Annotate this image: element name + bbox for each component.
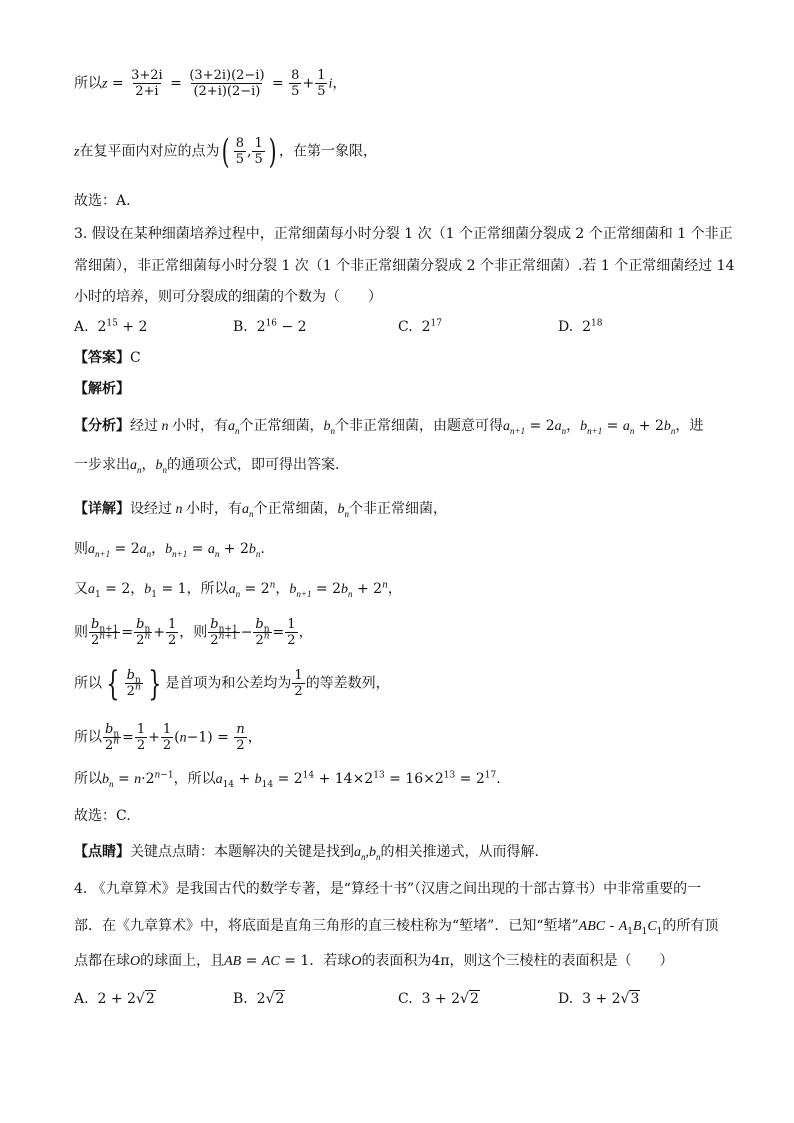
text-suffix: ，在第一象限，: [279, 143, 377, 160]
q3-xiangjie-line-7: 所以$b_n = n\cdot 2^{n-1}$，所以$a_{14} + b_{14} = 2^{14} + 14\times 2^{13} = 16\times 2^{13} = 2^{17}$.: [74, 770, 501, 790]
q3-option-b: B. $2^{16} - 2$: [233, 318, 307, 335]
text-suffix: ，: [332, 75, 347, 92]
q4-stem-line-1: 4. 《九章算术》是我国古代的数学专著，是“算经十书”（汉唐之间出现的十部古算书）中非常重要的一: [74, 881, 702, 897]
q4-option-a: A. 2 + 2√2: [74, 991, 155, 1007]
q3-xiangjie-line-1: 【详解】设经过 n 小时，有$a_n$个正常细菌，$b_n$个非正常细菌，: [74, 501, 447, 519]
q3-choice: 故选：C.: [74, 808, 131, 824]
q3-answer: 【答案】C: [74, 350, 141, 366]
q3-dianjing: 【点睛】关键点点睛：本题解决的关键是找到$a_n,b_n$的相关推递式，从而得解.: [74, 844, 539, 862]
q3-xiangjie-line-5: 所以 { $\frac{b_n}{2^n}$ } 是首项为和公差均为 $\frac{1}{2}$ 的等差数列，: [74, 663, 390, 704]
fraction: $\frac{1}{5}$: [254, 136, 263, 167]
q4-option-b: B. 2√2: [233, 991, 285, 1007]
q2-result-line: 所以z = $\frac{3+2i}{2+i}$ = $\frac{(3+2i)(2-i)}{(2+i)(2-i)}$ = $\frac{8}{5}$ + $\frac{1}{5}$ i，: [74, 68, 347, 99]
fraction: $\frac{(3+2i)(2-i)}{(2+i)(2-i)}$: [189, 68, 265, 99]
q3-option-d: D. $2^{18}$: [558, 318, 603, 335]
q3-xiangjie-line-2: 则$a_{n+1} = 2a_n$，$b_{n+1} = a_n + 2b_n$.: [74, 541, 265, 559]
fraction: $\frac{8}{5}$: [291, 68, 300, 99]
fraction: $\frac{3+2i}{2+i}$: [131, 68, 163, 99]
q3-xiangjie-line-3: 又$a_1 = 2$，$b_1 = 1$，所以$a_n = 2^n$，$b_{n+1} = 2b_n + 2^n$，: [74, 580, 402, 600]
q2-choice: 故选：A.: [74, 193, 131, 209]
q3-stem-line-2: 常细菌），非正常细菌每小时分裂 1 次（1 个非正常细菌分裂成 2 个非正常细菌）.若 1 个正常细菌经过 14: [74, 258, 735, 274]
q3-xiangjie-line-6: 所以 $\frac{b_n}{2^n}$ = $\frac{1}{2}$ + $\frac{1}{2}$ (n−1) = $\frac{n}{2}$ ，: [74, 722, 262, 753]
q4-option-d: D. 3 + 2√3: [558, 991, 640, 1007]
q4-option-c: C. 3 + 2√2: [398, 991, 479, 1007]
q3-option-a: A. $2^{15} + 2$: [74, 318, 148, 335]
text-prefix: 所以: [74, 75, 102, 92]
q3-xiangjie-line-4: 则 $\frac{b_{n+1}}{2^{n+1}}$ = $\frac{b_n}{2^n}$ + $\frac{1}{2}$ ，则 $\frac{b_{n+1}}{2^{n+1}}$ − $\frac{b_n}{2^n}$ = $\frac{1}{2}$ ，: [74, 617, 313, 648]
q2-point-line: z在复平面内对应的点为( $\frac{8}{5}$ , $\frac{1}{5}$ ) ，在第一象限，: [74, 131, 377, 172]
q3-fenxi-line-1: 【分析】经过 n 小时，有$a_n$个正常细菌，$b_n$个非正常细菌，由题意可得$a_{n+1} = 2a_n$，$b_{n+1} = a_n + 2b_n$，进: [74, 418, 704, 436]
q3-fenxi-line-2: 一步求出$a_n$，$b_n$的通项公式，即可得出答案.: [74, 457, 340, 475]
fraction: $\frac{8}{5}$: [235, 136, 244, 167]
q4-stem-line-2: 部．在《九章算术》中，将底面是直角三角形的直三棱柱称为“堑堵”．已知“堑堵”ABC - $A_1B_1C_1$的所有顶: [74, 918, 719, 937]
q3-stem-line-3: 小时的培养，则可分裂成的细菌的个数为（ ）: [74, 289, 382, 305]
q4-stem-line-3: 点都在球O的球面上，且AB = AC = 1．若球O的表面积为4π，则这个三棱柱的表面积是（ ）: [74, 953, 674, 969]
fraction: $\frac{1}{5}$: [317, 68, 326, 99]
q3-option-c: C. $2^{17}$: [398, 318, 442, 335]
q3-analysis-heading: 【解析】: [74, 381, 130, 397]
text: 在复平面内对应的点为: [79, 143, 220, 160]
q3-stem-line-1: 3. 假设在某种细菌培养过程中，正常细菌每小时分裂 1 次（1 个正常细菌分裂成 2 个正常细菌和 1 个非正: [74, 226, 733, 242]
